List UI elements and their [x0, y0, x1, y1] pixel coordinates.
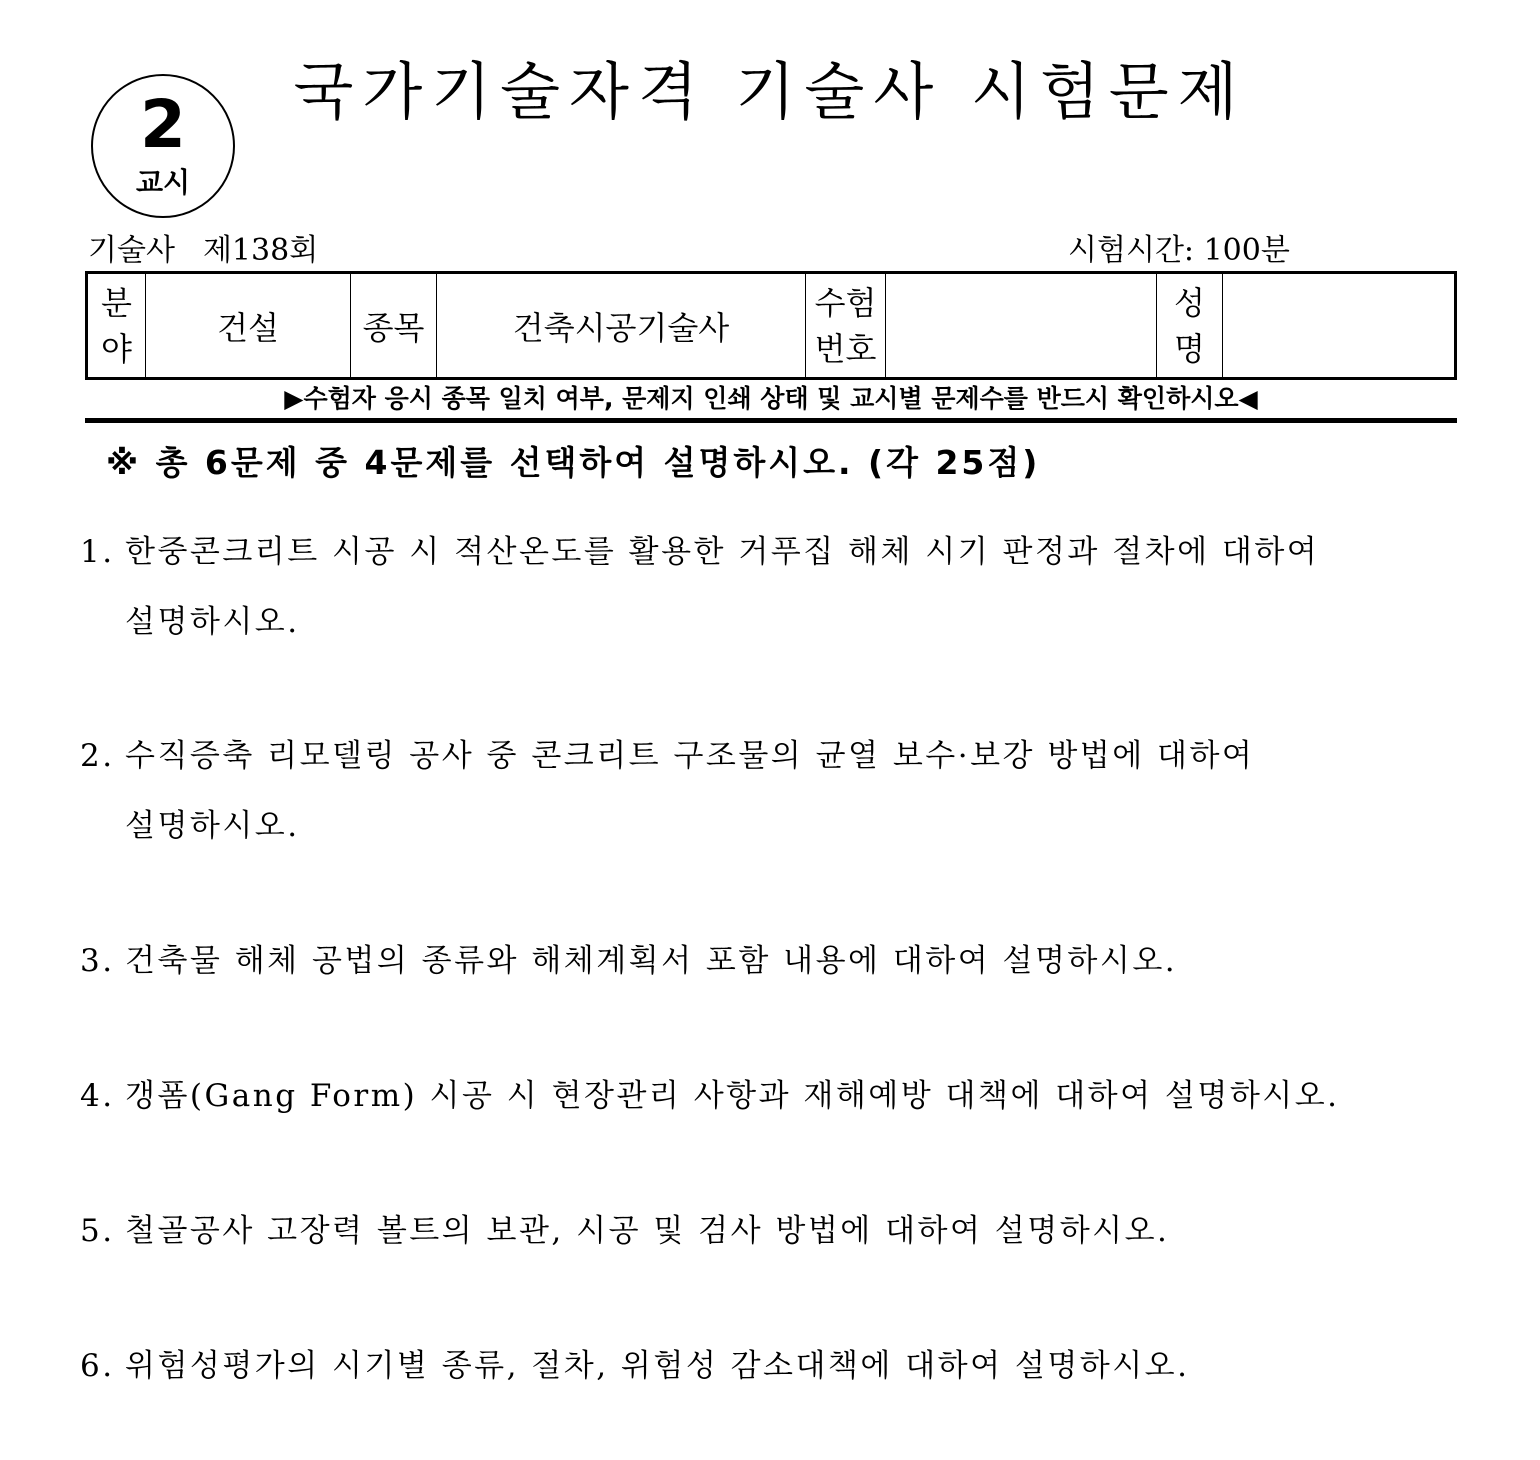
exam-info-table — [85, 271, 1457, 380]
exam-round-line — [88, 233, 318, 269]
question-number: 6. — [80, 1348, 115, 1384]
exam-number-label: 수험 번호 — [814, 283, 877, 368]
name-label: 성 명 — [1174, 283, 1205, 368]
field-label: 분 야 — [101, 283, 132, 368]
question-line — [80, 1331, 1189, 1401]
question-number: 5. — [80, 1213, 115, 1249]
field-value-cell — [145, 274, 350, 377]
exam-time-value: 100분 — [1203, 233, 1290, 268]
check-notice: ▶수험자 응시 종목 일치 여부, 문제지 인쇄 상태 및 교시별 문제수를 반드시 확인하시오◀ — [284, 384, 1258, 413]
question-text: 건축물 해체 공법의 종류와 해체계획서 포함 내용에 대하여 설명하시오. — [125, 943, 1178, 979]
question-text-continued: 설명하시오. — [125, 604, 300, 640]
subject-label-cell — [350, 274, 436, 377]
instruction-text: ※ 총 6문제 중 4문제를 선택하여 설명하시오. (각 25점) — [106, 443, 1041, 482]
question-3 — [80, 926, 1177, 996]
question-text: 수직증축 리모델링 공사 중 콘크리트 구조물의 균열 보수·보강 방법에 대하여 — [125, 738, 1255, 774]
question-text: 갱폼(Gang Form) 시공 시 현장관리 사항과 재해예방 대책에 대하여 설명하시오. — [125, 1078, 1340, 1114]
exam-number-field[interactable] — [885, 274, 1156, 377]
period-number: 2 — [140, 86, 186, 163]
question-number: 2. — [80, 738, 115, 774]
question-line — [80, 721, 1254, 791]
question-line — [80, 1061, 1340, 1131]
question-number: 4. — [80, 1078, 115, 1114]
question-text: 위험성평가의 시기별 종류, 절차, 위험성 감소대책에 대하여 설명하시오. — [125, 1348, 1190, 1384]
period-label: 교시 — [135, 166, 191, 199]
document-title: 국가기술자격 기술사 시험문제 — [293, 55, 1247, 128]
field-value: 건설 — [217, 308, 279, 347]
question-line — [80, 1196, 1169, 1266]
question-number: 3. — [80, 943, 115, 979]
question-1 — [80, 517, 1319, 657]
question-text-continued: 설명하시오. — [125, 808, 300, 844]
exam-number-label-cell — [805, 274, 885, 377]
question-4 — [80, 1061, 1340, 1131]
subject-label: 종목 — [362, 308, 425, 347]
subject-value-cell — [436, 274, 805, 377]
name-label-cell — [1156, 274, 1222, 377]
name-field[interactable] — [1222, 274, 1454, 377]
question-line — [80, 517, 1319, 587]
subject-value: 건축시공기술사 — [512, 308, 730, 347]
question-number: 1. — [80, 534, 115, 570]
exam-time — [1068, 233, 1290, 269]
exam-round: 제138회 — [202, 233, 319, 268]
question-2 — [80, 721, 1254, 861]
exam-time-label: 시험시간: — [1068, 233, 1195, 268]
question-5 — [80, 1196, 1169, 1266]
exam-category: 기술사 — [88, 233, 175, 268]
question-line — [80, 926, 1177, 996]
question-text: 한중콘크리트 시공 시 적산온도를 활용한 거푸집 해체 시기 판정과 절차에 대하여 — [125, 534, 1320, 570]
divider-rule — [85, 418, 1457, 423]
field-label-cell — [88, 274, 145, 377]
question-text: 철골공사 고장력 볼트의 보관, 시공 및 검사 방법에 대하여 설명하시오. — [125, 1213, 1170, 1249]
question-6 — [80, 1331, 1189, 1401]
period-badge — [91, 74, 235, 218]
